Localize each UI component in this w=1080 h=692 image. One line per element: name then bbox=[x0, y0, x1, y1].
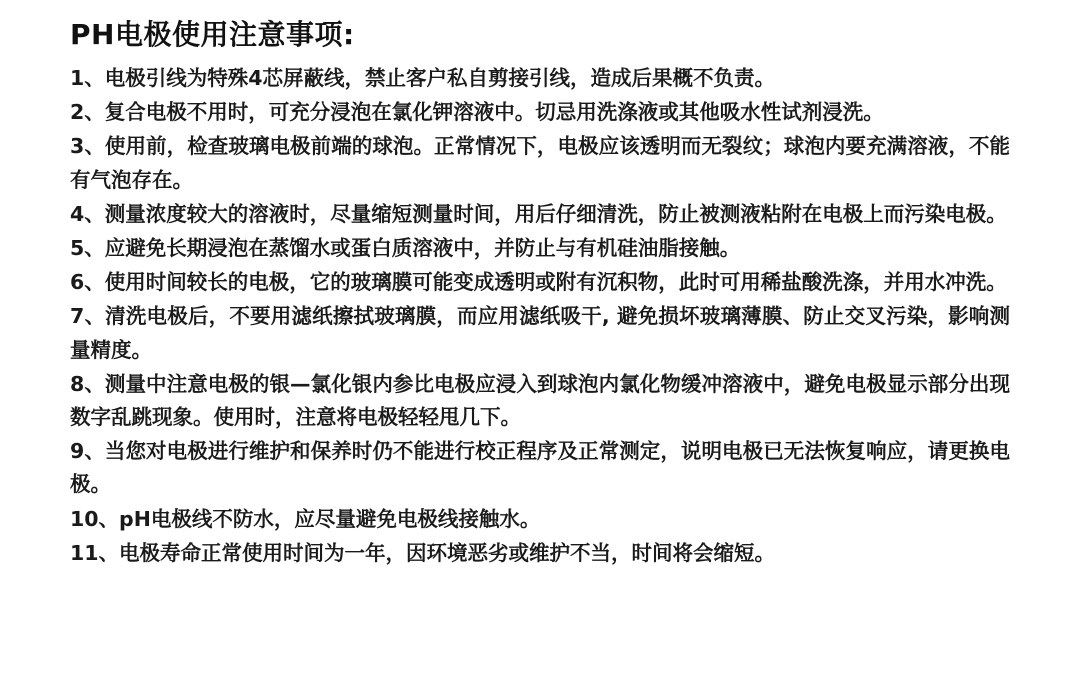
page-title: PH电极使用注意事项: bbox=[70, 18, 355, 51]
list-item: 8、测量中注意电极的银—氯化银内参比电极应浸入到球泡内氯化物缓冲溶液中，避免电极显示部分出现数字乱跳现象。使用时，注意将电极轻轻甩几下。 bbox=[70, 371, 1010, 430]
list-item: 2、复合电极不用时，可充分浸泡在氯化钾溶液中。切忌用洗涤液或其他吸水性试剂浸洗。 bbox=[70, 100, 884, 125]
list-item: 10、pH电极线不防水，应尽量避免电极线接触水。 bbox=[70, 506, 541, 531]
list-item: 7、清洗电极后，不要用滤纸擦拭玻璃膜，而应用滤纸吸干, 避免损坏玻璃薄膜、防止交叉污染，影响测量精度。 bbox=[70, 304, 1010, 362]
list-item: 9、当您对电极进行维护和保养时仍不能进行校正程序及正常测定，说明电极已无法恢复响应，请更换电极。 bbox=[70, 439, 1010, 497]
list-item: 1、电极引线为特殊4芯屏蔽线，禁止客户私自剪接引线，造成后果概不负责。 bbox=[70, 66, 776, 90]
notice-list bbox=[70, 62, 1010, 570]
list-item: 11、电极寿命正常使用时间为一年，因环境恶劣或维护不当，时间将会缩短。 bbox=[70, 540, 776, 565]
list-item: 6、使用时间较长的电极，它的玻璃膜可能变成透明或附有沉积物，此时可用稀盐酸洗涤，并用水冲洗。 bbox=[70, 270, 1007, 295]
list-item: 5、应避免长期浸泡在蒸馏水或蛋白质溶液中，并防止与有机硅油脂接触。 bbox=[70, 236, 741, 261]
list-item: 4、测量浓度较大的溶液时，尽量缩短测量时间，用后仔细清洗，防止被测液粘附在电极上而污染电极。 bbox=[70, 201, 1007, 226]
list-item: 3、使用前，检查玻璃电极前端的球泡。正常情况下，电极应该透明而无裂纹；球泡内要充满溶液，不能有气泡存在。 bbox=[70, 134, 1010, 192]
